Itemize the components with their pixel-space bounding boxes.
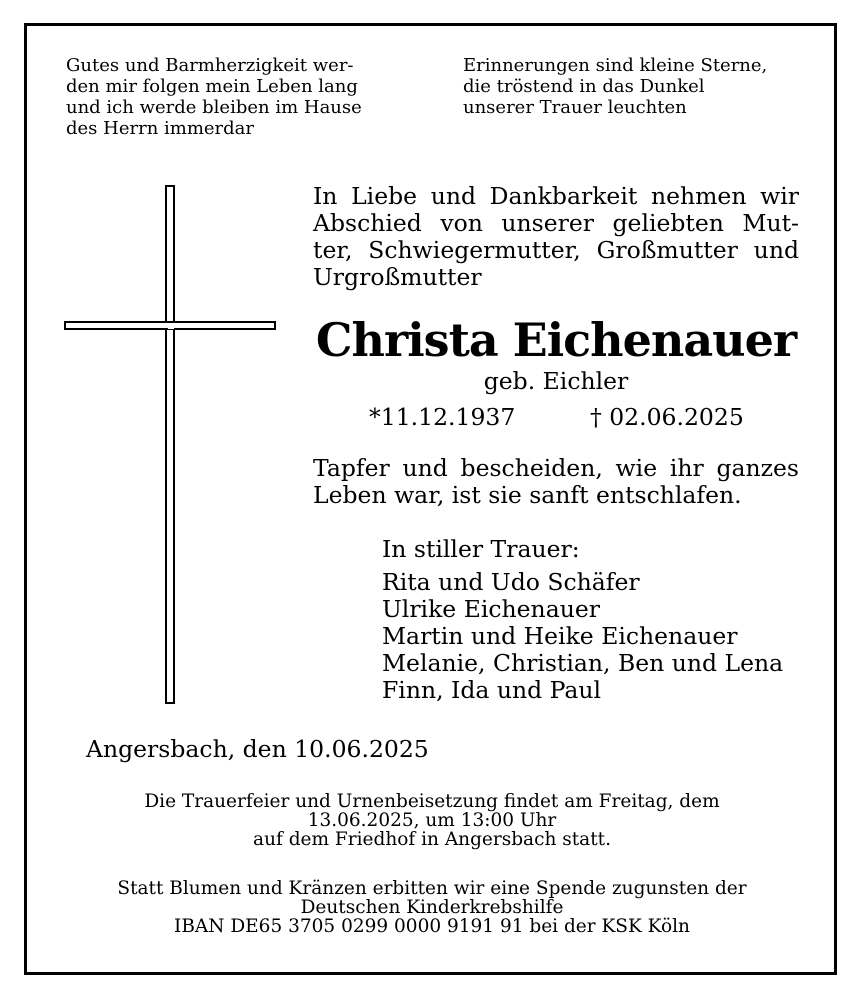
farewell-line: Leben war, ist sie sanft entschlafen. [313,481,742,509]
donation-line: Statt Blumen und Kränzen erbitten wir eine Spende zugunsten der [117,878,747,899]
farewell-paragraph [313,455,799,509]
deceased-name: Christa Eichenauer [315,313,797,367]
birth-date: *11.12.1937 [369,403,516,431]
donation-line: IBAN DE65 3705 0299 0000 9191 91 bei der KSK Köln [174,916,690,937]
intro-line: ter, Schwiegermutter, Großmutter und [313,236,799,264]
quote-right-line: unserer Trauer leuchten [463,97,687,118]
ceremony-line: Die Trauerfeier und Urnenbeisetzung findet am Freitag, dem [144,791,720,812]
mourner-name: Martin und Heike Eichenauer [382,622,738,650]
mourner-name: Finn, Ida und Paul [382,676,602,704]
quote-left-line: und ich werde bleiben im Hause [66,97,362,118]
quote-right-line: Erinnerungen sind kleine Sterne, [463,55,768,76]
mourner-name: Rita und Udo Schäfer [382,568,640,596]
intro-line: In Liebe und Dankbarkeit nehmen wir [313,182,799,210]
ceremony-line: 13.06.2025, um 13:00 Uhr [307,810,557,831]
intro-line: Urgroßmutter [313,263,482,291]
mourner-name: Ulrike Eichenauer [382,595,600,623]
quote-left-line: des Herrn immerdar [66,118,255,139]
intro-line: Abschied von unserer geliebten Mut- [313,209,799,237]
mourners-heading: In stiller Trauer: [382,535,580,563]
mourner-name: Melanie, Christian, Ben und Lena [382,649,784,677]
quote-left-line: Gutes und Barmherzigkeit wer- [66,55,354,76]
ceremony-line: auf dem Friedhof in Angersbach statt. [253,829,611,850]
intro-paragraph [313,183,799,291]
quote-left-line: den mir folgen mein Leben lang [66,76,358,97]
donation-line: Deutschen Kinderkrebshilfe [300,897,564,918]
cross-icon-joint [168,324,174,329]
death-date: † 02.06.2025 [590,403,744,431]
ceremony-info [34,792,830,849]
birth-name: geb. Eichler [483,367,629,395]
donation-info [34,879,830,936]
quote-right [463,55,767,118]
quote-right-line: die tröstend in das Dunkel [463,76,705,97]
place-date: Angersbach, den 10.06.2025 [86,735,429,763]
farewell-line: Tapfer und bescheiden, wie ihr ganzes [313,454,799,482]
cross-icon [165,185,175,704]
mourners-list [382,569,783,704]
quote-left [66,55,362,139]
